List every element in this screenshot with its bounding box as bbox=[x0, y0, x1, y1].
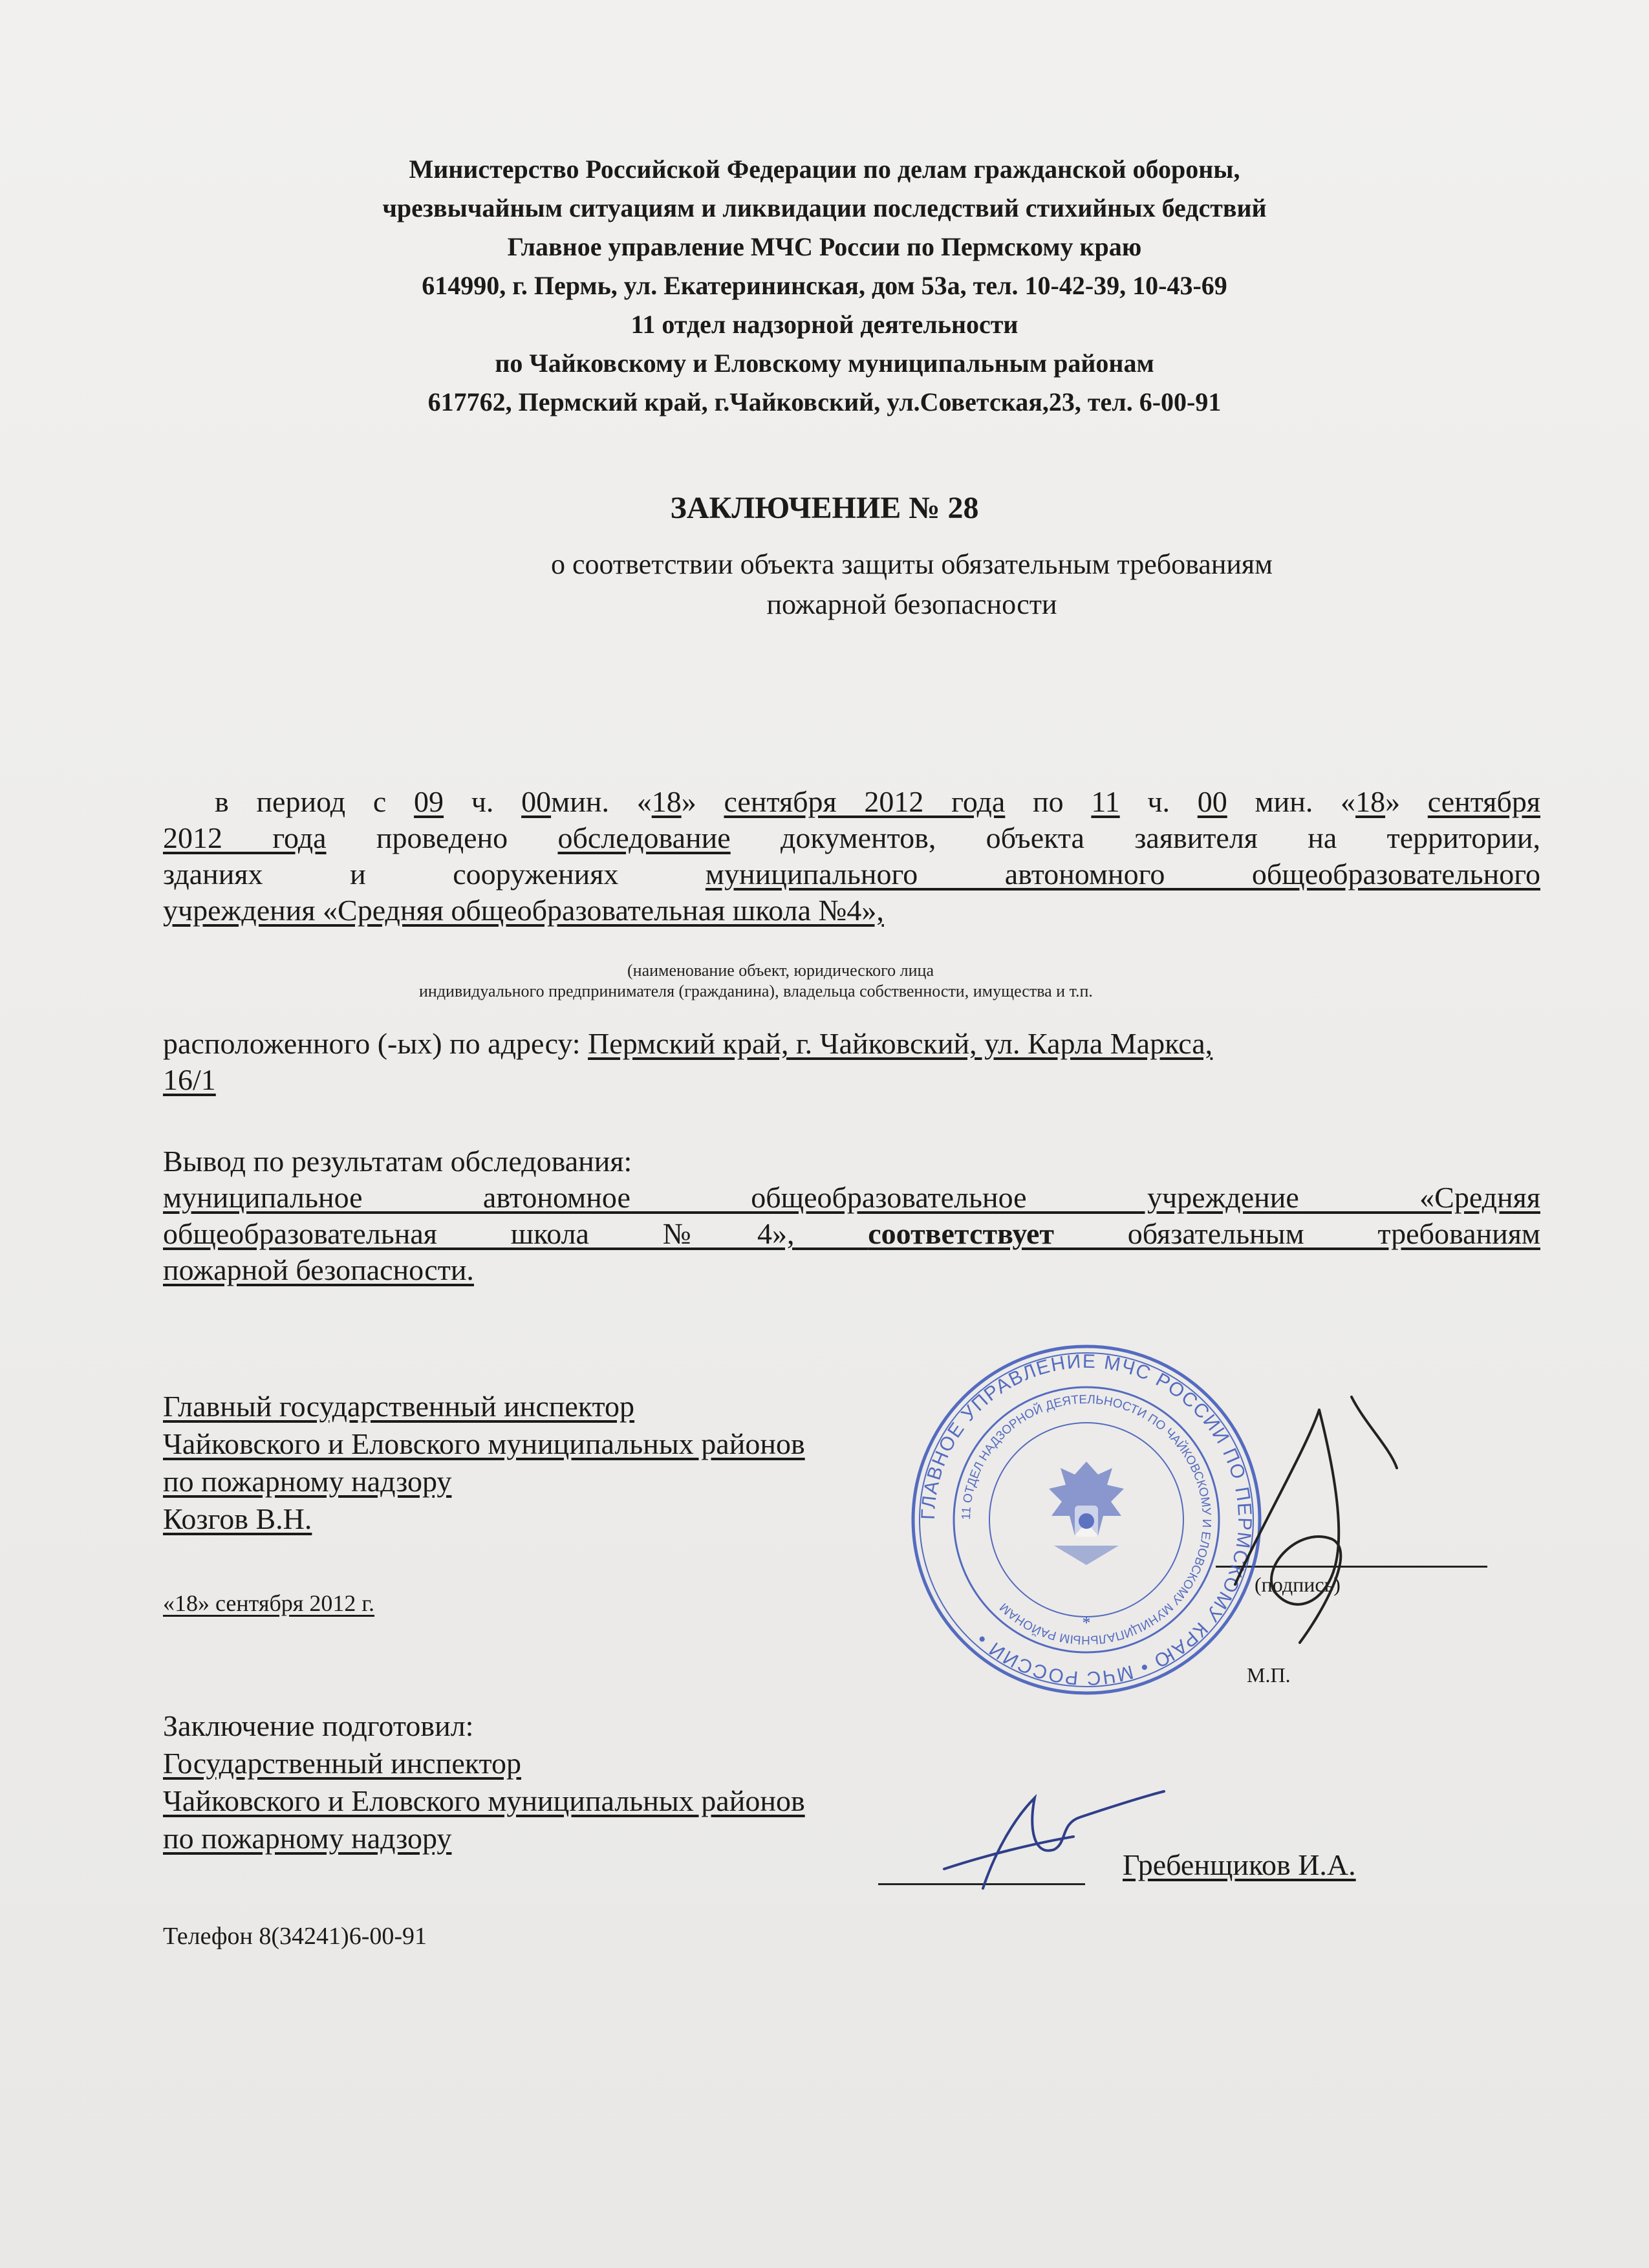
caption-line: (наименование объект, юридического лица bbox=[627, 961, 934, 980]
header-line: 617762, Пермский край, г.Чайковский, ул.Советская,23, тел. 6-00-91 bbox=[427, 387, 1222, 416]
chief-name: Козгов В.Н. bbox=[163, 1502, 312, 1535]
preparer-name: Гребенщиков И.А. bbox=[1123, 1848, 1356, 1881]
end-minute: 00 bbox=[1197, 785, 1227, 818]
period-prefix: в период с bbox=[215, 785, 415, 818]
period-text: мин. « bbox=[551, 785, 652, 818]
conclusion-line: пожарной безопасности. bbox=[163, 1253, 474, 1286]
period-line-2 bbox=[163, 820, 1540, 856]
address-value: 16/1 bbox=[163, 1063, 216, 1096]
period-text: ч. bbox=[444, 785, 522, 818]
caption-line: индивидуального предпринимателя (гражданина), владельца собственности, имущества и т.п. bbox=[419, 982, 1093, 1000]
end-day: 18 bbox=[1355, 785, 1386, 818]
double-eagle-emblem bbox=[1049, 1462, 1124, 1565]
preparer-heading: Заключение подготовил: bbox=[163, 1709, 474, 1742]
period-text: » bbox=[681, 785, 724, 818]
object-name-part: муниципального автономного общеобразовательного bbox=[705, 858, 1540, 891]
preparer-title-line: Чайковского и Еловского муниципальных районов bbox=[163, 1784, 805, 1817]
survey-word: обследование bbox=[557, 821, 731, 854]
end-year: 2012 года bbox=[163, 821, 327, 854]
conclusion-line: муниципальное автономное общеобразовательное учреждение «Средняя bbox=[163, 1181, 1540, 1214]
address-label: расположенного (-ых) по адресу: bbox=[163, 1027, 588, 1060]
end-month: сентября bbox=[1427, 785, 1541, 818]
official-seal bbox=[905, 1339, 1267, 1701]
period-text: документов, объекта заявителя на территории, bbox=[730, 821, 1540, 854]
address-line-1 bbox=[163, 1026, 1540, 1062]
header-line: Главное управление МЧС России по Пермскому краю bbox=[507, 232, 1142, 261]
start-minute: 00 bbox=[521, 785, 552, 818]
contact-phone: Телефон 8(34241)6-00-91 bbox=[163, 1923, 427, 1950]
header-line: 11 отдел надзорной деятельности bbox=[630, 310, 1018, 339]
subtitle-line: пожарной безопасности bbox=[766, 589, 1057, 620]
conclusion-date: «18» сентября 2012 г. bbox=[163, 1590, 375, 1616]
address-paragraph bbox=[163, 1026, 1540, 1098]
seal-caption: М.П. bbox=[1247, 1663, 1291, 1687]
period-line-1 bbox=[163, 784, 1540, 820]
chief-block bbox=[163, 1388, 805, 1538]
address-value: Пермский край, г. Чайковский, ул. Карла Маркса, bbox=[588, 1027, 1213, 1060]
preparer-block bbox=[163, 1707, 805, 1857]
header-line: 614990, г. Пермь, ул. Екатерининская, дом 53а, тел. 10-42-39, 10-43-69 bbox=[422, 271, 1227, 300]
seal-star-icon: * bbox=[1082, 1614, 1091, 1632]
document-title: ЗАКЛЮЧЕНИЕ № 28 bbox=[670, 491, 979, 525]
object-name-part: учреждения «Средняя общеобразовательная школа №4», bbox=[163, 894, 884, 927]
document-subtitle bbox=[362, 545, 1461, 625]
chief-title-line: Чайковского и Еловского муниципальных районов bbox=[163, 1427, 805, 1460]
header-line: Министерство Российской Федерации по делам гражданской обороны, bbox=[409, 155, 1240, 184]
period-text: мин. « bbox=[1227, 785, 1356, 818]
start-day: 18 bbox=[651, 785, 682, 818]
conclusion-text: общеобразовательная школа №4», bbox=[163, 1217, 868, 1250]
period-line-4 bbox=[163, 892, 1540, 929]
header-line: чрезвычайным ситуациям и ликвидации последствий стихийных бедствий bbox=[382, 193, 1267, 222]
preparer-title-line: Государственный инспектор bbox=[163, 1747, 521, 1780]
seal-inner-text: 11 ОТДЕЛ НАДЗОРНОЙ ДЕЯТЕЛЬНОСТИ ПО ЧАЙКОВСКОМУ И ЕЛОВСКОМУ МУНИЦИПАЛЬНЫМ РАЙОНАМ bbox=[959, 1392, 1214, 1647]
header-line: по Чайковскому и Еловскому муниципальным районам bbox=[495, 349, 1154, 378]
preparer-signature bbox=[905, 1772, 1177, 1901]
period-text: проведено bbox=[326, 821, 558, 854]
period-text: » bbox=[1385, 785, 1428, 818]
preparer-title-line: по пожарному надзору bbox=[163, 1822, 452, 1855]
period-line-3 bbox=[163, 856, 1540, 892]
signature-caption: (подпись) bbox=[1255, 1573, 1341, 1596]
period-text: по bbox=[1005, 785, 1092, 818]
period-paragraph bbox=[163, 784, 1540, 929]
chief-title-line: по пожарному надзору bbox=[163, 1465, 452, 1498]
subtitle-line: о соответствии объекта защиты обязательным требованиям bbox=[550, 548, 1273, 580]
end-hour: 11 bbox=[1091, 785, 1120, 818]
chief-title-line: Главный государственный инспектор bbox=[163, 1390, 635, 1423]
period-text: зданиях и сооружениях bbox=[163, 858, 706, 891]
conclusion-heading: Вывод по результатам обследования: bbox=[163, 1145, 632, 1178]
start-month-year: сентября 2012 года bbox=[724, 785, 1006, 818]
compliance-verdict: соответствует bbox=[868, 1217, 1054, 1250]
seal-outer-text: ГЛАВНОЕ УПРАВЛЕНИЕ МЧС РОССИИ ПО ПЕРМСКОМУ КРАЮ • МЧС РОССИИ • bbox=[917, 1350, 1256, 1689]
start-hour: 09 bbox=[414, 785, 444, 818]
conclusion-text: обязательным требованиям bbox=[1053, 1217, 1540, 1250]
address-line-2 bbox=[163, 1062, 1540, 1098]
period-text: ч. bbox=[1119, 785, 1198, 818]
conclusion-line bbox=[163, 1216, 1540, 1252]
conclusion-paragraph bbox=[163, 1143, 1540, 1288]
chief-signature bbox=[1222, 1371, 1416, 1669]
issuer-header bbox=[213, 150, 1436, 422]
